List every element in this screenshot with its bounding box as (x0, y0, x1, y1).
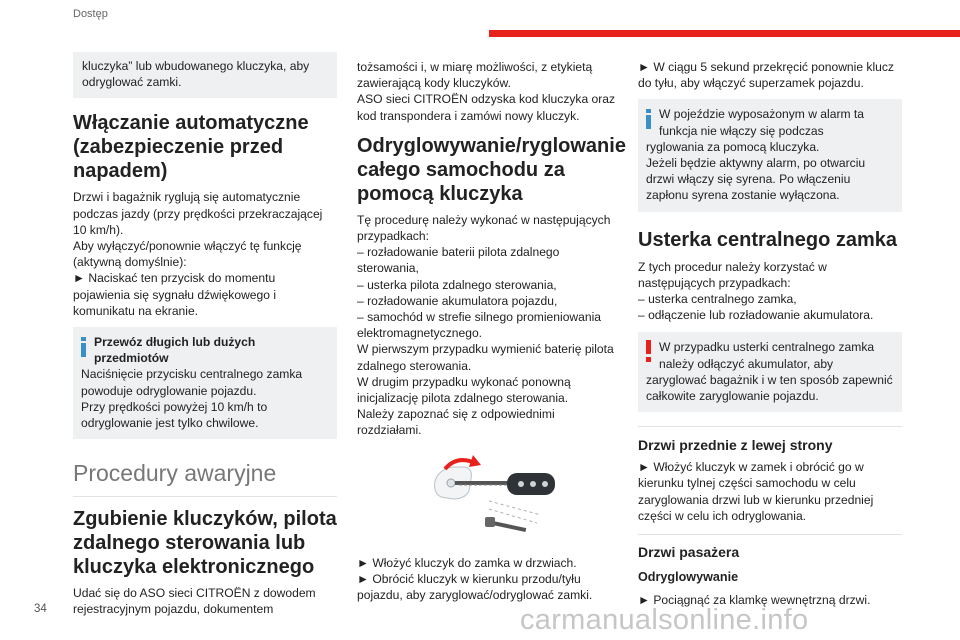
column-middle (357, 52, 626, 603)
note-line: odryglować zamki. (82, 75, 182, 90)
note-line: drzwi włączy się syrena. Po włączeniu (646, 172, 851, 187)
text-line: rozdziałami. (357, 423, 422, 438)
text-line: tożsamości i, w miarę możliwości, z etykietą (357, 60, 593, 74)
text-line: do tyłu, aby włączyć superzamek pojazdu. (638, 76, 864, 91)
left-front-door-text (638, 459, 902, 524)
text-line: ► Włożyć kluczyk w zamek i obrócić go w (638, 460, 864, 475)
text-line: kierunku tylnej części samochodu w celu (638, 476, 856, 491)
step-line: ► Obrócić kluczyk w kierunku przodu/tyłu (357, 571, 581, 586)
unlocking-subheading: Odryglowywanie (638, 570, 739, 585)
note-line: zaryglować bagażnik i w ten sposób zapewnić (646, 372, 893, 387)
column-left (73, 52, 337, 618)
heading-line: Zgubienie kluczyków, pilota (73, 508, 337, 531)
text-line: ► Naciskać ten przycisk do momentu (73, 271, 276, 286)
text-line: rejestracyjnym pojazdu, dokumentem (73, 602, 274, 617)
note-line: funkcja nie włączy się podczas (659, 123, 824, 138)
text-line: zdalnego sterowania. (357, 358, 472, 373)
text-line: Drzwi i bagażnik ryglują się automatycznie (73, 190, 301, 205)
text-line: części w celu ich odryglowania. (638, 508, 807, 523)
lost-keys-text (73, 585, 337, 617)
column-right (638, 52, 902, 608)
info-icon (646, 109, 651, 129)
note-line: kluczyka” lub wbudowanego kluczyka, aby (82, 59, 310, 73)
auto-lock-text (73, 189, 337, 319)
heading-line: Włączanie automatyczne (73, 112, 309, 135)
note-line: powoduje odryglowanie pojazdu. (81, 383, 257, 398)
heading-line: Odryglowywanie/ryglowanie (357, 134, 626, 157)
warning-note-battery (638, 332, 902, 412)
heading-line: (zabezpieczenie przed (73, 136, 284, 159)
text-line: ► Pociągnąć za klamkę wewnętrzną drzwi. (638, 593, 871, 608)
step-line: pojazdu, aby zaryglować/odryglować zamki. (357, 588, 593, 603)
auto-lock-heading (73, 111, 337, 183)
key-lock-drawing (429, 451, 569, 541)
left-front-door-heading: Drzwi przednie z lewej strony (638, 437, 833, 454)
text-line: – rozładowanie baterii pilota zdalnego (357, 245, 560, 260)
note-title-line: Przewóz długich lub dużych (94, 335, 256, 350)
passenger-door-heading: Drzwi pasażera (638, 544, 740, 561)
super-lock-text (638, 59, 902, 91)
note-line: ryglowania za pomocą kluczyka. (646, 139, 820, 154)
text-line: przypadkach: (357, 229, 429, 244)
divider (73, 496, 337, 497)
text-line: Udać się do ASO sieci CITROËN z dowodem (73, 586, 316, 601)
text-line: W pierwszym przypadku wymienić baterię pilota (357, 342, 614, 357)
note-line: należy odłączyć akumulator, aby (659, 356, 834, 371)
text-line: ► W ciągu 5 sekund przekręcić ponownie klucz (638, 60, 894, 74)
watermark: carmanualsonline.info (520, 604, 809, 636)
lost-keys-heading (73, 507, 337, 579)
text-line: inicjalizację pilota zdalnego sterowania. (357, 391, 569, 406)
note-line: Przy prędkości powyżej 10 km/h to (81, 399, 268, 414)
divider (638, 426, 902, 427)
step-line: ► Włożyć kluczyk do zamka w drzwiach. (357, 555, 577, 570)
central-lock-fault-heading: Usterka centralnego zamka (638, 228, 898, 251)
text-line: zawierającą kody kluczyków. (357, 76, 511, 91)
key-steps (357, 555, 621, 604)
text-line: komunikatu na ekranie. (73, 303, 199, 318)
heading-line: napadem) (73, 160, 168, 183)
note-line: odryglowanie jest tylko chwilowe. (81, 416, 259, 431)
emergency-heading: Procedury awaryjne (73, 460, 277, 487)
note-line: W przypadku usterki centralnego zamka (659, 340, 875, 355)
heading-line: pomocą kluczyka (357, 182, 523, 205)
note-line: zapłonu syrena zostanie wyłączona. (646, 188, 840, 203)
text-line: Z tych procedur należy korzystać w (638, 259, 827, 274)
note-continued (73, 52, 337, 98)
text-line: zaryglowania drzwi lub w kierunku przedniej (638, 492, 874, 507)
page-number: 34 (34, 603, 47, 615)
text-line: – odłączenie lub rozładowanie akumulatora. (638, 308, 874, 323)
heading-line: całego samochodu za (357, 158, 565, 181)
text-line: – usterka centralnego zamka, (638, 292, 797, 307)
intro-text (357, 59, 621, 124)
note-line: Jeżeli będzie aktywny alarm, po otwarciu (646, 156, 866, 171)
note-line: W pojeździe wyposażonym w alarm ta (659, 107, 864, 122)
text-line: Tę procedurę należy wykonać w następujących (357, 212, 611, 227)
text-line: 10 km/h). (73, 222, 124, 237)
info-note-alarm (638, 99, 902, 211)
heading-line: zdalnego sterowania lub (73, 532, 306, 555)
info-icon (81, 337, 86, 357)
text-line: (aktywną domyślnie): (73, 255, 187, 270)
text-line: sterowania, (357, 261, 419, 276)
text-line: następujących przypadkach: (638, 275, 791, 290)
text-line: pojawienia się sygnału dźwiękowego i (73, 287, 277, 302)
warning-icon (646, 340, 651, 362)
key-unlock-text (357, 212, 621, 439)
text-line: – usterka pilota zdalnego sterowania, (357, 277, 557, 292)
text-line: – rozładowanie akumulatora pojazdu, (357, 293, 558, 308)
text-line: W drugim przypadku wykonać ponowną (357, 374, 571, 389)
header-section-title: Dostęp (73, 8, 108, 20)
key-in-lock-illustration (429, 451, 569, 541)
header-accent-bar (489, 30, 960, 37)
divider (638, 534, 902, 535)
note-line: Naciśnięcie przycisku centralnego zamka (81, 367, 303, 382)
info-note-long-objects (73, 327, 337, 439)
text-line: ASO sieci CITROËN odzyska kod kluczyka oraz (357, 92, 616, 107)
heading-line: kluczyka elektronicznego (73, 556, 315, 579)
note-line: całkowite zaryglowanie pojazdu. (646, 389, 819, 404)
text-line: – samochód w strefie silnego promieniowania (357, 310, 602, 325)
key-unlock-heading (357, 134, 626, 206)
text-line: Należy zapoznać się z odpowiednimi (357, 407, 555, 422)
text-line: Aby wyłączyć/ponownie włączyć tę funkcję (73, 239, 302, 254)
text-line: kod transpondera i zamówi nowy kluczyk. (357, 108, 580, 123)
text-line: elektromagnetycznego. (357, 326, 483, 341)
text-line: podczas jazdy (przy prędkości przekraczającej (73, 206, 323, 221)
fault-text (638, 259, 902, 324)
note-title-line: przedmiotów (94, 351, 169, 366)
